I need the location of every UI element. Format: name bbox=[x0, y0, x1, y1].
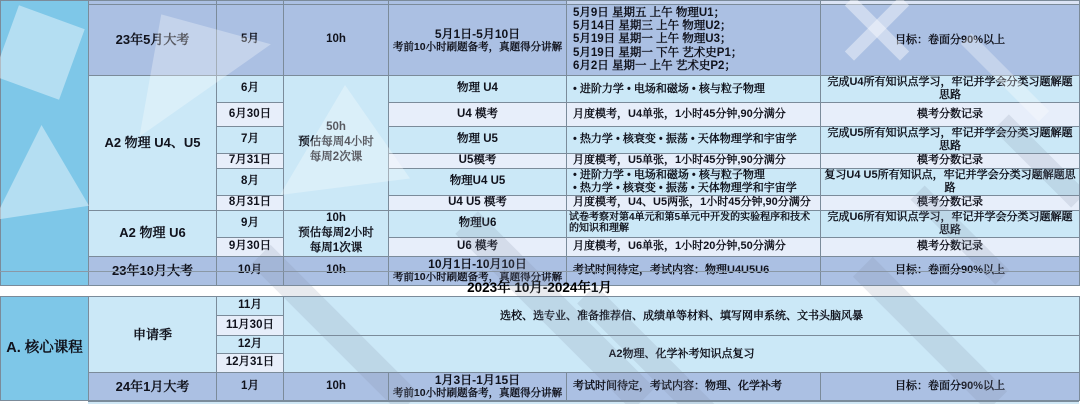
goal-cell-jun30: 模考分数记录 bbox=[821, 103, 1080, 127]
plan-cell-jun30: U4 模考 bbox=[389, 103, 567, 127]
month-cell-nov: 11月 bbox=[217, 297, 284, 316]
exam-slot: 5月19日 星期一 上午 物理U3； bbox=[573, 33, 732, 46]
month-cell-nov30: 11月30日 bbox=[217, 316, 284, 336]
hours-frequency: 每周1次课 bbox=[309, 241, 363, 254]
month-cell-jul: 7月 bbox=[217, 127, 284, 154]
detail-cell-aug bbox=[567, 168, 821, 195]
hours-cell-u6 bbox=[284, 210, 389, 256]
goal-cell-aug31: 模考分数记录 bbox=[821, 195, 1080, 210]
goal-cell-sep: 完成U6所有知识点学习，牢记并学会分类习题解题思路 bbox=[821, 210, 1080, 238]
goal-cell-jan: 目标：卷面分90%以上 bbox=[821, 373, 1080, 401]
plan-cell-jun: 物理 U4 bbox=[389, 76, 567, 103]
month-cell-dec31: 12月31日 bbox=[217, 354, 284, 373]
month-cell-sep30: 9月30日 bbox=[217, 238, 284, 256]
goal-cell-may: 目标：卷面分90%以上 bbox=[821, 5, 1080, 76]
goal-cell-jul: 完成U5所有知识点学习，牢记并学会分类习题解题思路 bbox=[821, 127, 1080, 154]
goal-cell-aug: 复习U4 U5所有知识点，牢记并学会分类习题解题思路 bbox=[821, 168, 1080, 195]
goal-cell-sep30: 模考分数记录 bbox=[821, 238, 1080, 256]
goal-cell-jun: 完成U4所有知识点学习，牢记并学会分类习题解题思路 bbox=[821, 76, 1080, 103]
hours-estimate: 预估每周4小时 bbox=[298, 136, 374, 149]
detail-cell-jan: 考试时间待定，考试内容：物理、化学补考 bbox=[567, 373, 821, 401]
course-cell-may-exam: 23年5月大考 bbox=[89, 5, 217, 76]
plan-note: 考前10小时刷题备考，真题得分讲解 bbox=[392, 271, 563, 284]
hours-cell-may: 10h bbox=[284, 5, 389, 76]
period-header: 2023年 10月-2024年1月 bbox=[467, 280, 612, 295]
goal-cell-jul31: 模考分数记录 bbox=[821, 153, 1080, 168]
month-cell-may: 5月 bbox=[217, 5, 284, 76]
month-cell-oct: 10月 bbox=[217, 256, 284, 285]
plan-dates: 5月1日-5月10日 bbox=[434, 26, 521, 41]
plan-cell-sep30: U6 模考 bbox=[389, 238, 567, 256]
detail-line: • 热力学 • 核衰变 • 振荡 • 天体物理学和宇宙学 bbox=[573, 181, 797, 194]
table-row-may-exam bbox=[1, 5, 1080, 76]
table-row-jun bbox=[1, 76, 1080, 103]
detail-cell-jun: • 进阶力学 • 电场和磁场 • 核与粒子物理 bbox=[567, 76, 821, 103]
plan-note: 考前10小时刷题备考，真题得分讲解 bbox=[392, 387, 563, 400]
plan-dates: 10月1日-10月10日 bbox=[428, 257, 527, 272]
course-cell-jan-exam: 24年1月大考 bbox=[89, 373, 217, 401]
hours-total: 10h bbox=[326, 211, 346, 224]
table-row-sep bbox=[1, 210, 1080, 238]
detail-cell-jun30: 月度模考，U4单张，1小时45分钟,90分满分 bbox=[567, 103, 821, 127]
month-cell-sep: 9月 bbox=[217, 210, 284, 238]
course-cell-u4u5: A2 物理 U4、U5 bbox=[89, 76, 217, 211]
month-cell-dec: 12月 bbox=[217, 336, 284, 354]
plan-cell-jul31: U5模考 bbox=[389, 153, 567, 168]
detail-cell-aug31: 月度模考，U4、U5两张，1小时45分钟,90分满分 bbox=[567, 195, 821, 210]
hours-total: 50h bbox=[326, 121, 346, 134]
task-cell-review-dec: A2物理、化学补考知识点复习 bbox=[284, 336, 1080, 373]
plan-note: 考前10小时刷题备考，真题得分讲解 bbox=[392, 40, 563, 53]
detail-cell-may-schedule bbox=[567, 5, 821, 76]
detail-line: • 进阶力学 • 电场和磁场 • 核与粒子物理 bbox=[573, 168, 765, 181]
hours-frequency: 每周2次课 bbox=[309, 151, 363, 164]
exam-slot: 5月14日 星期三 上午 物理U2； bbox=[573, 20, 732, 33]
table-row-nov bbox=[1, 297, 1080, 316]
category-strip-cell bbox=[1, 1, 89, 286]
plan-cell-jul: 物理 U5 bbox=[389, 127, 567, 154]
exam-slot: 6月2日 星期一 上午 艺术史P2； bbox=[573, 59, 736, 72]
exam-slot: 5月9日 星期五 上午 物理U1； bbox=[573, 6, 726, 19]
table-row-jan-exam bbox=[1, 373, 1080, 401]
plan-cell-sep: 物理U6 bbox=[389, 210, 567, 238]
month-cell-jul31: 7月31日 bbox=[217, 153, 284, 168]
month-cell-aug: 8月 bbox=[217, 168, 284, 195]
plan-cell-aug31: U4 U5 模考 bbox=[389, 195, 567, 210]
course-cell-application-season: 申请季 bbox=[89, 297, 217, 373]
hours-cell-jan: 10h bbox=[284, 373, 389, 401]
detail-cell-jul: • 热力学 • 核衰变 • 振荡 • 天体物理学和宇宙学 bbox=[567, 127, 821, 154]
exam-slot: 5月19日 星期一 下午 艺术史P1； bbox=[573, 46, 743, 59]
plan-cell-aug: 物理U4 U5 bbox=[389, 168, 567, 195]
plan-cell-may bbox=[389, 5, 567, 76]
task-cell-application-nov: 选校、选专业、准备推荐信、成绩单等材料、填写网申系统、文书头脑风暴 bbox=[284, 297, 1080, 336]
month-cell-aug31: 8月31日 bbox=[217, 195, 284, 210]
detail-cell-sep30: 月度模考，U6单张，1小时20分钟,50分满分 bbox=[567, 238, 821, 256]
course-cell-oct-exam: 23年10月大考 bbox=[89, 256, 217, 285]
plan-cell-jan bbox=[389, 373, 567, 401]
semester-plan-table-bottom bbox=[0, 296, 1080, 401]
goal-cell-oct: 目标：卷面分90%以上 bbox=[821, 256, 1080, 285]
detail-cell-oct: 考试时间待定，考试内容：物理U4U5U6 bbox=[567, 256, 821, 285]
hours-estimate: 预估每周2小时 bbox=[298, 226, 374, 239]
detail-cell-jul31: 月度模考，U5单张，1小时45分钟,90分满分 bbox=[567, 153, 821, 168]
hours-cell-oct: 10h bbox=[284, 256, 389, 285]
section-divider bbox=[0, 271, 1079, 272]
hours-cell-u4u5 bbox=[284, 76, 389, 211]
month-cell-jun: 6月 bbox=[217, 76, 284, 103]
month-cell-jan: 1月 bbox=[217, 373, 284, 401]
detail-cell-sep: 试卷考察对第4单元和第5单元中开发的实验程序和技术的知识和理解 bbox=[567, 210, 821, 238]
course-cell-u6: A2 物理 U6 bbox=[89, 210, 217, 256]
category-cell-core-courses: A. 核心课程 bbox=[1, 297, 89, 401]
month-cell-jun30: 6月30日 bbox=[217, 103, 284, 127]
plan-dates: 1月3日-1月15日 bbox=[434, 373, 521, 388]
